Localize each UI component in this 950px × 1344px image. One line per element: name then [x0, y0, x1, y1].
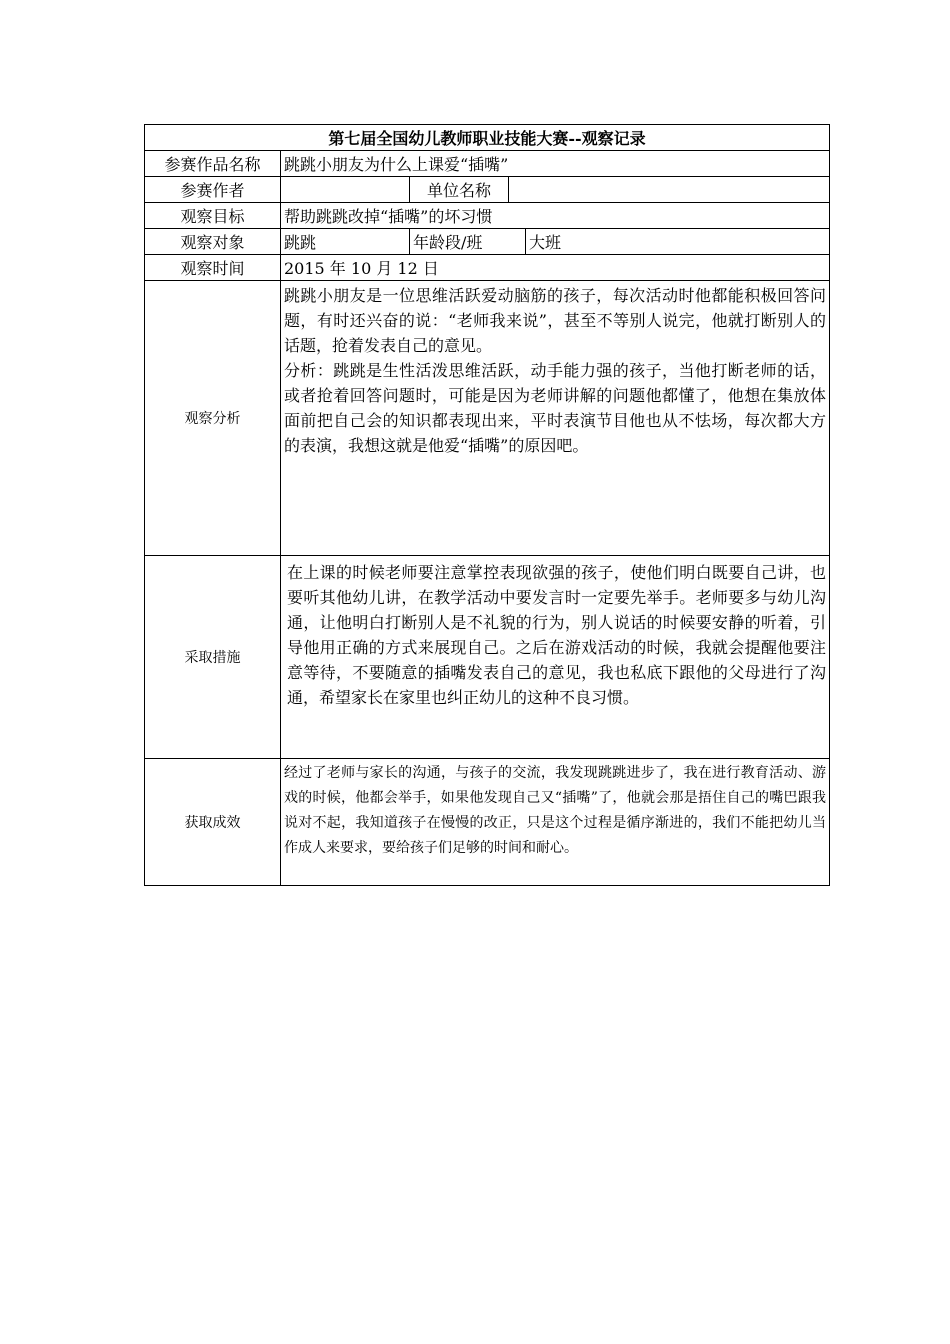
- unit-value: [509, 177, 830, 203]
- results-row: [145, 759, 830, 886]
- measures-row: [145, 556, 830, 759]
- author-value: [281, 177, 410, 203]
- author-label: 参赛作者: [145, 177, 281, 203]
- measures-label: 采取措施: [145, 556, 281, 759]
- analysis-label: 观察分析: [145, 281, 281, 556]
- goal-label: 观察目标: [145, 203, 281, 229]
- age-label: 年龄段/班: [410, 229, 526, 255]
- age-value: 大班: [526, 229, 830, 255]
- measures-paragraph: 在上课的时候老师要注意掌控表现欲强的孩子，使他们明白既要自己讲，也要听其他幼儿讲，在教学活动中要发言时一定要先举手。老师要多与幼儿沟通，让他明白打断别人是不礼貌的行为，别人说话的时候要安静的听着，引导他用正确的方式来展现自己。之后在游戏活动的时候，我就会提醒他要注意等待，不要随意的插嘴发表自己的意见，我也私底下跟他的父母进行了沟通，希望家长在家里也纠正幼儿的这种不良习惯。: [287, 563, 826, 707]
- author-row: [145, 177, 830, 203]
- time-value: 2015 年 10 月 12 日: [281, 255, 830, 281]
- results-content: [281, 759, 830, 886]
- analysis-content: [281, 281, 830, 556]
- unit-label: 单位名称: [410, 177, 509, 203]
- analysis-paragraph-1: 跳跳小朋友是一位思维活跃爱动脑筋的孩子，每次活动时他都能积极回答问题，有时还兴奋的说：“老师我来说”，甚至不等别人说完，他就打断别人的话题，抢着发表自己的意见。: [284, 286, 826, 355]
- observation-record-table: [144, 124, 830, 886]
- work-name-row: [145, 151, 830, 177]
- title-row: [145, 125, 830, 151]
- subject-label: 观察对象: [145, 229, 281, 255]
- time-row: [145, 255, 830, 281]
- analysis-row: [145, 281, 830, 556]
- form-title: 第七届全国幼儿教师职业技能大赛--观察记录: [145, 125, 830, 151]
- time-label: 观察时间: [145, 255, 281, 281]
- subject-value: 跳跳: [281, 229, 410, 255]
- work-name-value: 跳跳小朋友为什么上课爱“插嘴”: [281, 151, 830, 177]
- measures-content: [281, 556, 830, 759]
- work-name-label: 参赛作品名称: [145, 151, 281, 177]
- subject-row: [145, 229, 830, 255]
- analysis-paragraph-2: 分析：跳跳是生性活泼思维活跃，动手能力强的孩子，当他打断老师的话，或者抢着回答问题时，可能是因为老师讲解的问题他都懂了，他想在集放体面前把自己会的知识都表现出来，平时表演节目他也从不怯场，每次都大方的表演，我想这就是他爱“插嘴”的原因吧。: [284, 361, 826, 455]
- goal-row: [145, 203, 830, 229]
- results-paragraph: 经过了老师与家长的沟通，与孩子的交流，我发现跳跳进步了，我在进行教育活动、游戏的时候，他都会举手，如果他发现自己又“插嘴”了，他就会那是捂住自己的嘴巴跟我说对不起，我知道孩子在慢慢的改正，只是这个过程是循序渐进的，我们不能把幼儿当作成人来要求，要给孩子们足够的时间和耐心。: [284, 765, 826, 856]
- results-label: 获取成效: [145, 759, 281, 886]
- goal-value: 帮助跳跳改掉“插嘴”的坏习惯: [281, 203, 830, 229]
